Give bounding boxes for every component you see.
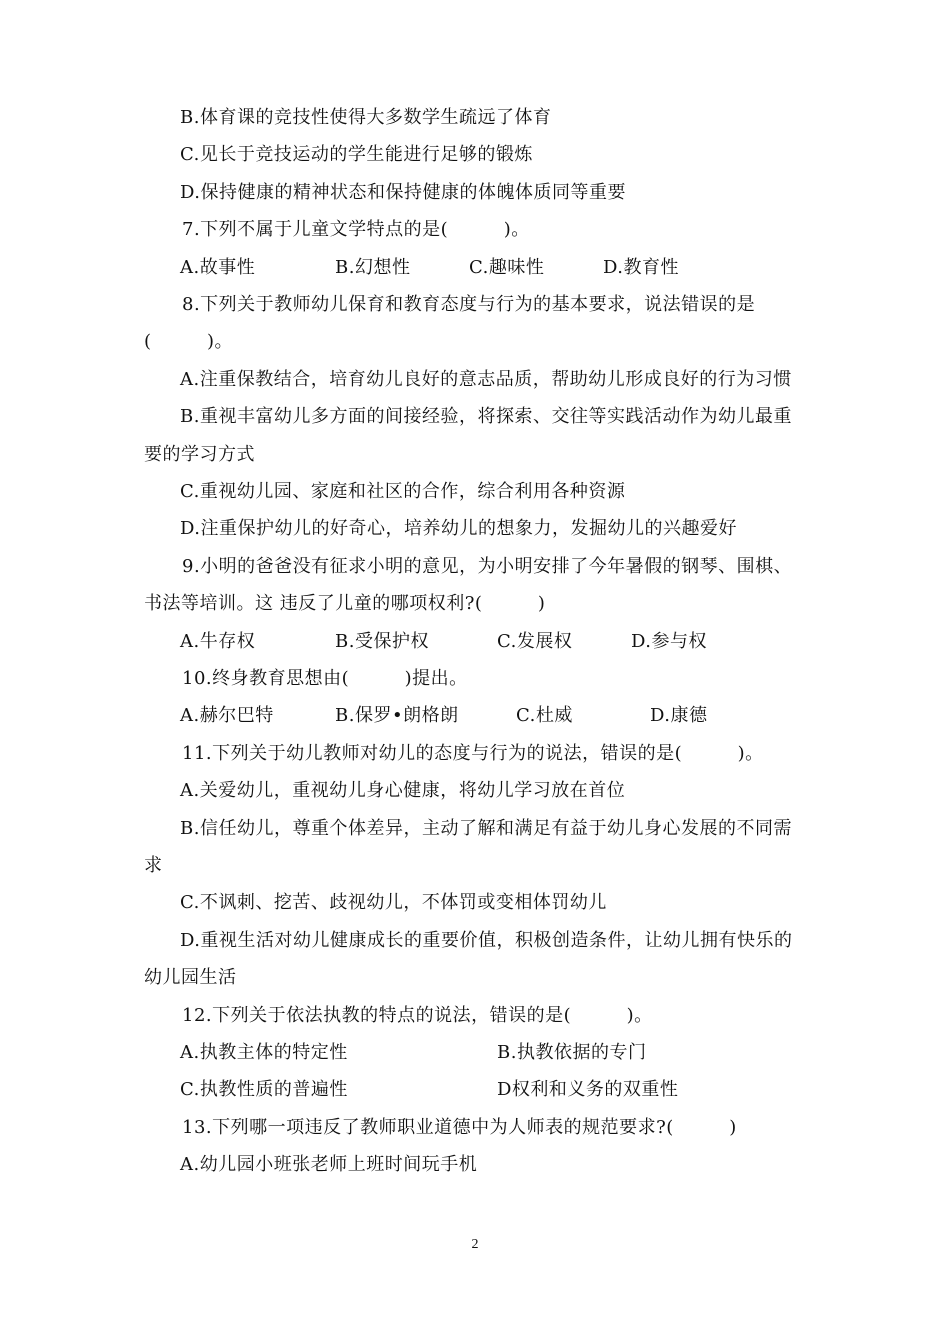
option-d: D权利和义务的双重性 [497,1079,679,1100]
question-7: 7.下列不属于儿童文学特点的是( )。 [182,219,530,240]
option-c: C.发展权 [497,631,573,652]
option-d: D.教育性 [603,257,680,278]
option-c: C.杜威 [516,705,573,726]
option-a: A.牛存权 [180,631,256,652]
option-c: C.执教性质的普遍性 [180,1079,348,1100]
option-line: B.信任幼儿，尊重个体差异，主动了解和满足有益于幼儿身心发展的不同需 [180,818,792,839]
option-d: D.康德 [650,705,708,726]
option-line: D.重视生活对幼儿健康成长的重要价值，积极创造条件，让幼儿拥有快乐的 [180,930,793,951]
option-d: D.参与权 [631,631,708,652]
page-number: 2 [471,1237,479,1252]
option-a: A.故事性 [180,257,256,278]
option-line: A.关爱幼儿，重视幼儿身心健康，将幼儿学习放在首位 [180,780,626,801]
option-line: A.注重保教结合，培育幼儿良好的意志品质，帮助幼儿形成良好的行为习惯 [180,369,792,390]
option-line-cont: 求 [144,855,163,876]
option-b: B.保罗•朗格朗 [335,705,459,726]
question-8-cont: ( )。 [144,331,234,352]
option-b: B.受保护权 [335,631,429,652]
option-line-cont: 幼儿园生活 [144,967,237,988]
option-b: B.幻想性 [335,257,411,278]
option-line: C.重视幼儿园、家庭和社区的合作，综合利用各种资源 [180,481,626,502]
option-line: D.保持健康的精神状态和保持健康的体魄体质同等重要 [180,182,627,203]
question-10: 10.终身教育思想由( )提出。 [182,668,468,689]
option-line: B.体育课的竞技性使得大多数学生疏远了体育 [180,107,552,128]
question-11: 11.下列关于幼儿教师对幼儿的态度与行为的说法，错误的是( )。 [182,743,764,764]
question-9: 9.小明的爸爸没有征求小明的意见，为小明安排了今年暑假的钢琴、围棋、 [182,556,793,577]
question-12: 12.下列关于依法执教的特点的说法，错误的是( )。 [182,1005,653,1026]
option-a: A.赫尔巴特 [180,705,274,726]
question-8: 8.下列关于教师幼儿保育和教育态度与行为的基本要求，说法错误的是 [182,294,756,315]
option-line: C.见长于竞技运动的学生能进行足够的锻炼 [180,144,533,165]
option-line: B.重视丰富幼儿多方面的间接经验，将探索、交往等实践活动作为幼儿最重 [180,406,792,427]
question-9-cont: 书法等培训。这 违反了儿童的哪项权利?( ) [144,593,546,614]
option-line: C.不讽刺、挖苦、歧视幼儿，不体罚或变相体罚幼儿 [180,892,607,913]
question-13: 13.下列哪一项违反了教师职业道德中为人师表的规范要求?( ) [182,1117,737,1138]
option-c: C.趣味性 [469,257,545,278]
option-line-cont: 要的学习方式 [144,444,255,465]
option-b: B.执教依据的专门 [497,1042,647,1063]
option-line: A.幼儿园小班张老师上班时间玩手机 [180,1154,478,1175]
option-a: A.执教主体的特定性 [180,1042,348,1063]
option-line: D.注重保护幼儿的好奇心，培养幼儿的想象力，发掘幼儿的兴趣爱好 [180,518,738,539]
